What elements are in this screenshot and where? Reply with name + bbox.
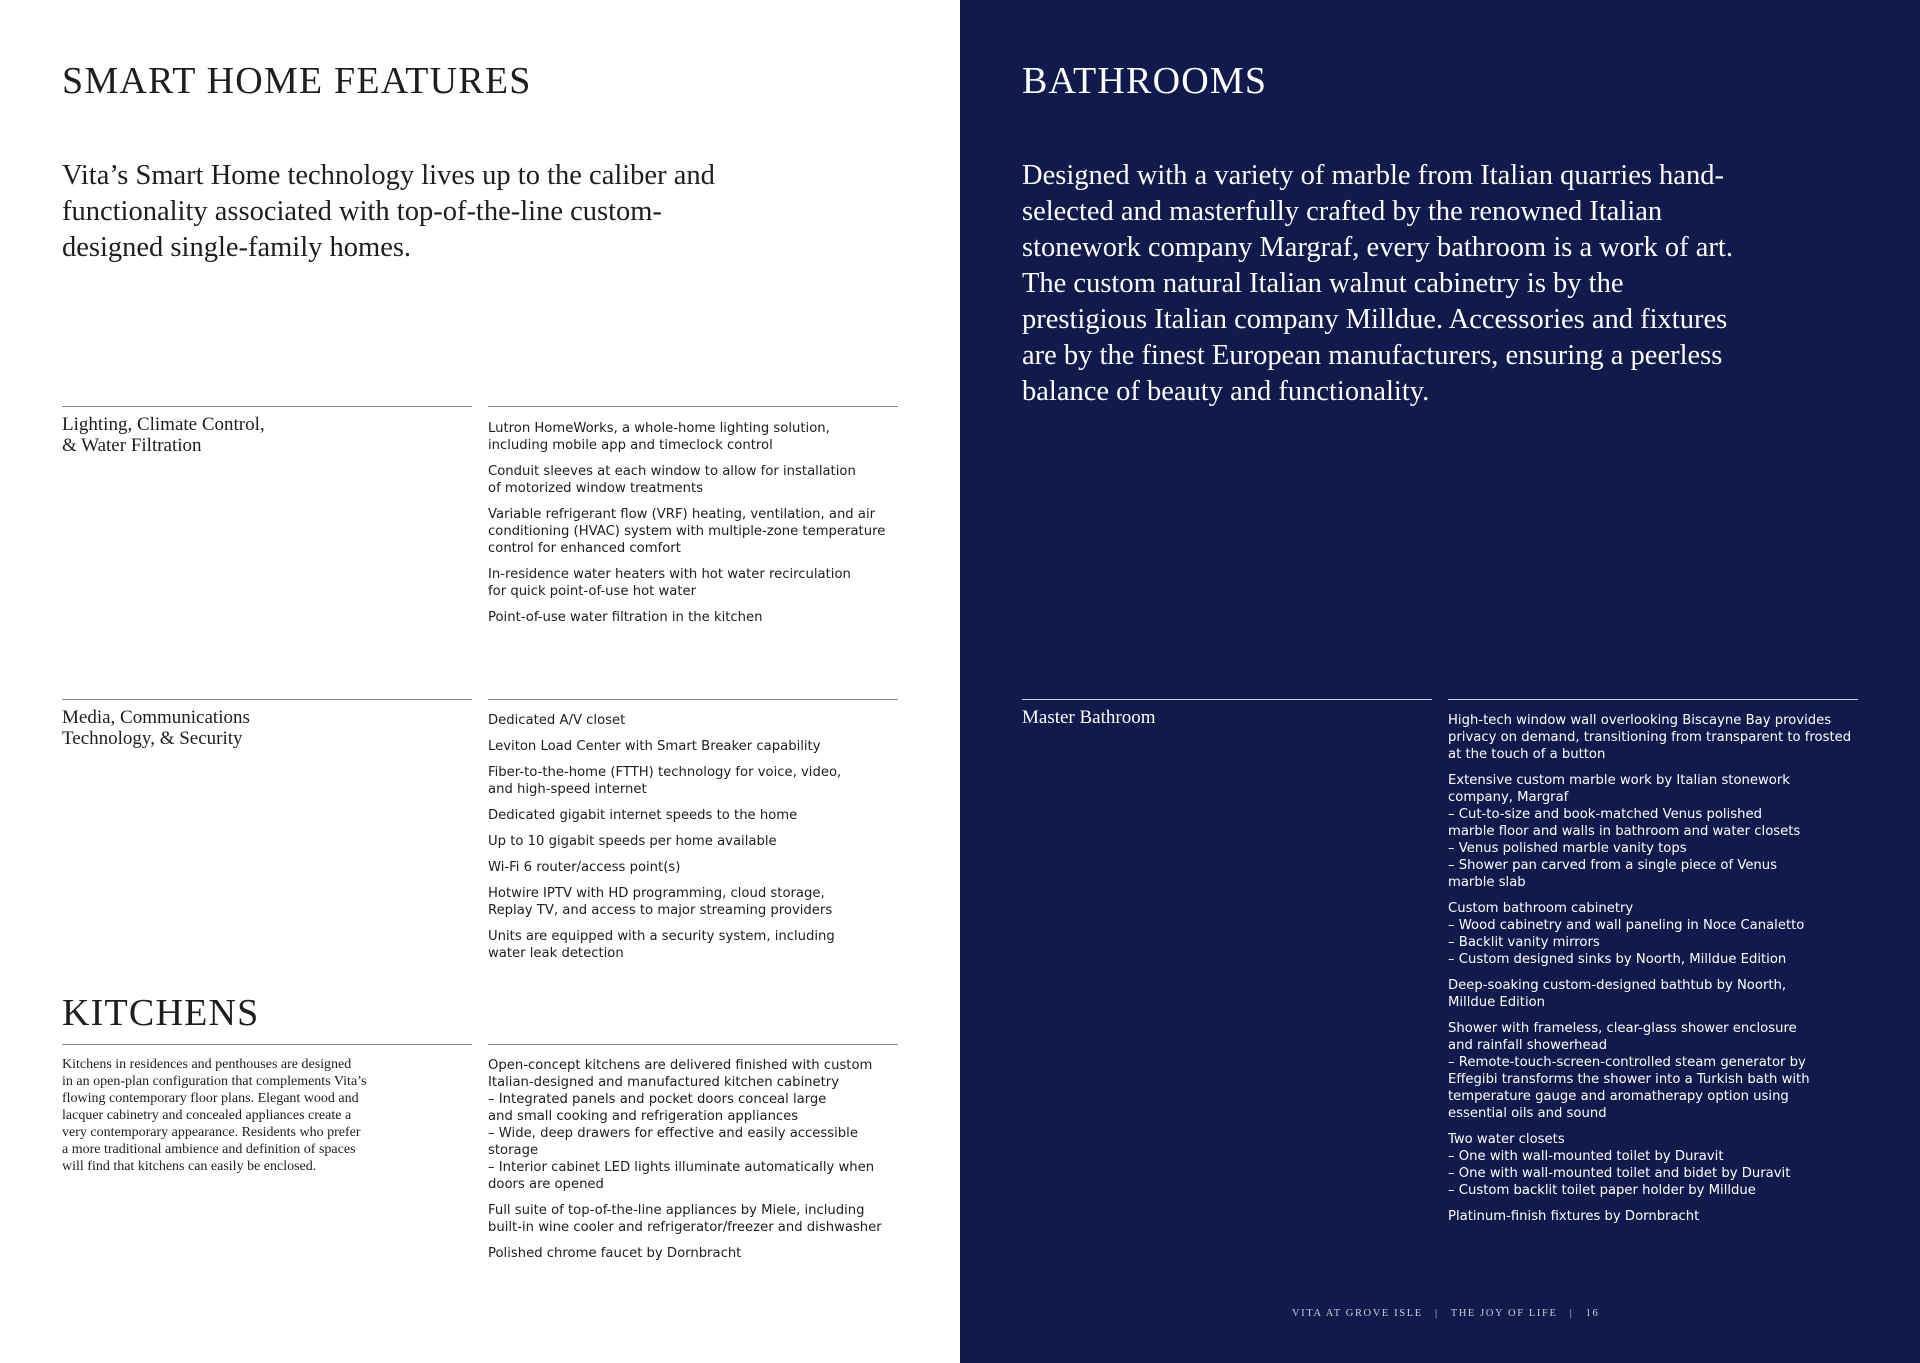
footer-separator: | (1569, 1308, 1574, 1319)
section-divider (62, 1044, 472, 1045)
list-item: Variable refrigerant flow (VRF) heating, ventilation, and air conditioning (HVAC) system with multiple-zone temperature control for enhanced comfort (488, 507, 886, 556)
section-divider (488, 699, 898, 700)
section-divider (1022, 699, 1432, 700)
list-item: In-residence water heaters with hot water recirculation for quick point-of-use hot water (488, 567, 851, 599)
kitchens-title: KITCHENS (62, 992, 260, 1034)
master-bathroom-list (1448, 712, 1888, 1234)
page-number: 16 (1585, 1308, 1600, 1319)
media-security-list (488, 712, 918, 971)
right-page (960, 0, 1920, 1363)
list-item: Two water closets – One with wall-mounted toilet by Duravit – One with wall-mounted toilet and bidet by Duravit – Custom backlit toilet paper holder by Milldue (1448, 1132, 1791, 1198)
section-divider (1448, 699, 1858, 700)
bathrooms-title: BATHROOMS (1022, 60, 1268, 102)
list-item: Polished chrome faucet by Dornbracht (488, 1246, 742, 1261)
list-item: Dedicated gigabit internet speeds to the home (488, 808, 798, 823)
footer-brand: VITA AT GROVE ISLE (1292, 1308, 1423, 1319)
bathrooms-intro: Designed with a variety of marble from Italian quarries hand-selected and masterfully crafted by the renowned Italian stonework company Margraf, every bathroom is a work of art. The custom natural Italian walnut cabinetry is by the prestigious Italian company Milldue. Accessories and fixtures are by the finest European manufacturers, ensuring a peerless balance of beauty and functionality. (1022, 160, 1733, 407)
kitchens-list (488, 1057, 918, 1271)
list-item: Extensive custom marble work by Italian stonework company, Margraf – Cut-to-size and book-matched Venus polished marble floor and walls in bathroom and water closets – Venus polished marble vanity tops – Shower pan carved from a single piece of Venus marble slab (1448, 773, 1801, 890)
section-label-lighting-climate: Lighting, Climate Control, & Water Filtration (62, 414, 265, 456)
list-item: Wi-Fi 6 router/access point(s) (488, 860, 681, 875)
list-item: High-tech window wall overlooking Biscayne Bay provides privacy on demand, transitioning from transparent to frosted at the touch of a button (1448, 713, 1852, 762)
list-item: Platinum-finish fixtures by Dornbracht (1448, 1209, 1700, 1224)
smart-home-intro: Vita’s Smart Home technology lives up to the caliber and functionality associated with top-of-the-line custom-designed single-family homes. (62, 160, 715, 263)
section-divider (62, 406, 472, 407)
kitchens-description: Kitchens in residences and penthouses are designed in an open-plan configuration that complements Vita’s flowing contemporary floor plans. Elegant wood and lacquer cabinetry and concealed appliances create a very contemporary appearance. Residents who prefer a more traditional ambience and definition of spaces will find that kitchens can easily be enclosed. (62, 1057, 367, 1174)
list-item: Full suite of top-of-the-line appliances by Miele, including built-in wine cooler and refrigerator/freezer and dishwasher (488, 1203, 882, 1235)
section-divider (62, 699, 472, 700)
list-item: Open-concept kitchens are delivered finished with custom Italian-designed and manufactured kitchen cabinetry – Integrated panels and pocket doors conceal large and small cooking and refrigeration appliances – Wide, deep drawers for effective and easily accessible storage – Interior cabinet LED lights illuminate automatically when doors are opened (488, 1058, 875, 1192)
list-item: Lutron HomeWorks, a whole-home lighting solution, including mobile app and timeclock control (488, 421, 830, 453)
list-item: Hotwire IPTV with HD programming, cloud storage, Replay TV, and access to major streaming providers (488, 886, 833, 918)
footer-tagline: THE JOY OF LIFE (1450, 1308, 1558, 1319)
list-item: Custom bathroom cabinetry – Wood cabinetry and wall paneling in Noce Canaletto – Backlit vanity mirrors – Custom designed sinks by Noorth, Milldue Edition (1448, 901, 1805, 967)
section-divider (488, 1044, 898, 1045)
list-item: Units are equipped with a security system, including water leak detection (488, 929, 835, 961)
section-label-media-security: Media, Communications Technology, & Security (62, 707, 250, 749)
list-item: Shower with frameless, clear-glass shower enclosure and rainfall showerhead – Remote-touch-screen-controlled steam generator by Effegibi transforms the shower into a Turkish bath with temperature gauge and aromatherapy option using essential oils and sound (1448, 1021, 1810, 1121)
list-item: Fiber-to-the-home (FTTH) technology for voice, video, and high-speed internet (488, 765, 842, 797)
list-item: Deep-soaking custom-designed bathtub by Noorth, Milldue Edition (1448, 978, 1787, 1010)
smart-home-title: SMART HOME FEATURES (62, 60, 532, 102)
section-label-master-bathroom: Master Bathroom (1022, 707, 1156, 728)
section-divider (488, 406, 898, 407)
list-item: Dedicated A/V closet (488, 713, 626, 728)
footer-separator: | (1434, 1308, 1439, 1319)
list-item: Conduit sleeves at each window to allow for installation of motorized window treatments (488, 464, 856, 496)
list-item: Leviton Load Center with Smart Breaker capability (488, 739, 821, 754)
list-item: Up to 10 gigabit speeds per home available (488, 834, 777, 849)
lighting-climate-list (488, 420, 918, 635)
page-footer (1292, 1308, 1599, 1319)
list-item: Point-of-use water filtration in the kitchen (488, 610, 763, 625)
